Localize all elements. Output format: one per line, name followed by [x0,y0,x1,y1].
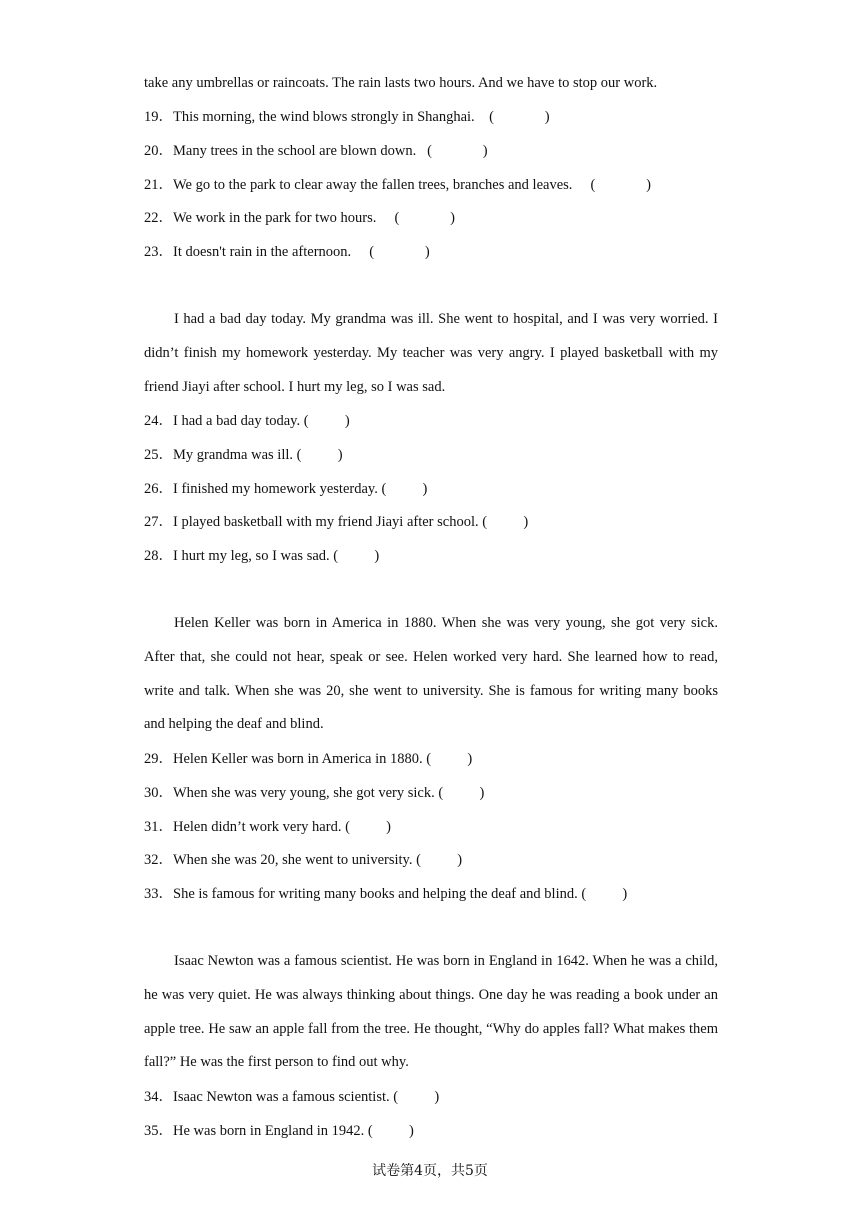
question-text: Helen didn’t work very hard. [173,819,342,835]
answer-blank[interactable]: ( ) [296,447,343,463]
answer-blank[interactable]: ( ) [590,177,651,193]
answer-blank[interactable]: ( ) [393,1089,440,1105]
passage-text: Isaac Newton was a famous scientist. He was born in England in 1642. When he was a child, he was very quiet. He was always thinking about things. One day he was reading a book under an apple tree. He saw an apple fall from the tree. He thought, “Why do apples fall? What makes them fall?” He was the first person to find out why. [144,953,718,1071]
passage-isaac-newton [144,945,718,1080]
question-text: When she was 20, she went to university. [173,852,413,868]
question-number: 26． [144,481,173,497]
answer-blank[interactable]: ( ) [426,751,473,767]
question-number: 20． [144,143,173,159]
answer-blank[interactable]: ( ) [482,514,529,530]
question-number: 29． [144,751,173,767]
question-number: 25． [144,447,173,463]
question-27 [144,512,528,532]
question-24 [144,411,350,431]
question-19 [144,107,550,127]
question-text: This morning, the wind blows strongly in Shanghai. [173,109,475,125]
question-number: 30． [144,785,173,801]
passage-bad-day [144,303,718,404]
question-number: 21． [144,177,173,193]
question-text: I had a bad day today. [173,413,301,429]
question-25 [144,445,343,465]
answer-blank[interactable]: ( ) [367,1123,414,1139]
question-text: I played basketball with my friend Jiayi after school. [173,514,479,530]
question-20 [144,141,488,161]
question-35 [144,1121,414,1141]
answer-blank[interactable]: ( ) [381,481,428,497]
question-text: Helen Keller was born in America in 1880. [173,751,423,767]
answer-blank[interactable]: ( ) [489,109,550,125]
answer-blank[interactable]: ( ) [303,413,350,429]
question-28 [144,546,379,566]
page-footer: 试卷第4页，共5页 [372,1163,488,1179]
question-text: I finished my homework yesterday. [173,481,378,497]
question-text: It doesn't rain in the afternoon. [173,244,352,260]
passage-helen-keller [144,607,718,742]
question-text: We work in the park for two hours. [173,210,377,226]
question-number: 35． [144,1123,173,1139]
answer-blank[interactable]: ( ) [438,785,485,801]
answer-blank[interactable]: ( ) [333,548,380,564]
question-number: 23． [144,244,173,260]
passage-text: I had a bad day today. My grandma was ill. She went to hospital, and I was very worried. I didn’t finish my homework yesterday. My teacher was very angry. I played basketball with my friend Jiayi after school. I hurt my leg, so I was sad. [144,311,718,395]
question-31 [144,817,391,837]
question-26 [144,479,427,499]
question-number: 22． [144,210,173,226]
question-number: 27． [144,514,173,530]
question-number: 19． [144,109,173,125]
answer-blank[interactable]: ( ) [427,143,488,159]
answer-blank[interactable]: ( ) [369,244,430,260]
question-30 [144,783,484,803]
question-text: My grandma was ill. [173,447,294,463]
question-number: 28． [144,548,173,564]
answer-blank[interactable]: ( ) [581,886,628,902]
question-34 [144,1087,439,1107]
question-number: 24． [144,413,173,429]
question-text: We go to the park to clear away the fallen trees, branches and leaves. [173,177,573,193]
answer-blank[interactable]: ( ) [345,819,391,835]
answer-blank[interactable]: ( ) [394,210,455,226]
question-23 [144,242,430,262]
question-33 [144,884,627,904]
question-text: Isaac Newton was a famous scientist. [173,1089,390,1105]
question-text: She is famous for writing many books and helping the deaf and blind. [173,886,578,902]
question-29 [144,749,472,769]
question-text: Many trees in the school are blown down. [173,143,417,159]
question-text: I hurt my leg, so I was sad. [173,548,330,564]
question-number: 32． [144,852,173,868]
answer-blank[interactable]: ( ) [416,852,463,868]
question-number: 33． [144,886,173,902]
question-32 [144,850,462,870]
question-number: 34． [144,1089,173,1105]
question-22 [144,208,455,228]
question-text: When she was very young, she got very sick. [173,785,435,801]
question-number: 31． [144,819,173,835]
question-21 [144,175,651,195]
intro-line: take any umbrellas or raincoats. The rain lasts two hours. And we have to stop our work. [144,75,658,91]
question-text: He was born in England in 1942. [173,1123,365,1139]
passage-text: Helen Keller was born in America in 1880. When she was very young, she got very sick. After that, she could not hear, speak or see. Helen worked very hard. She learned how to read, write and talk. When she was 20, she went to university. She is famous for writing many books and helping the deaf and blind. [144,615,718,733]
